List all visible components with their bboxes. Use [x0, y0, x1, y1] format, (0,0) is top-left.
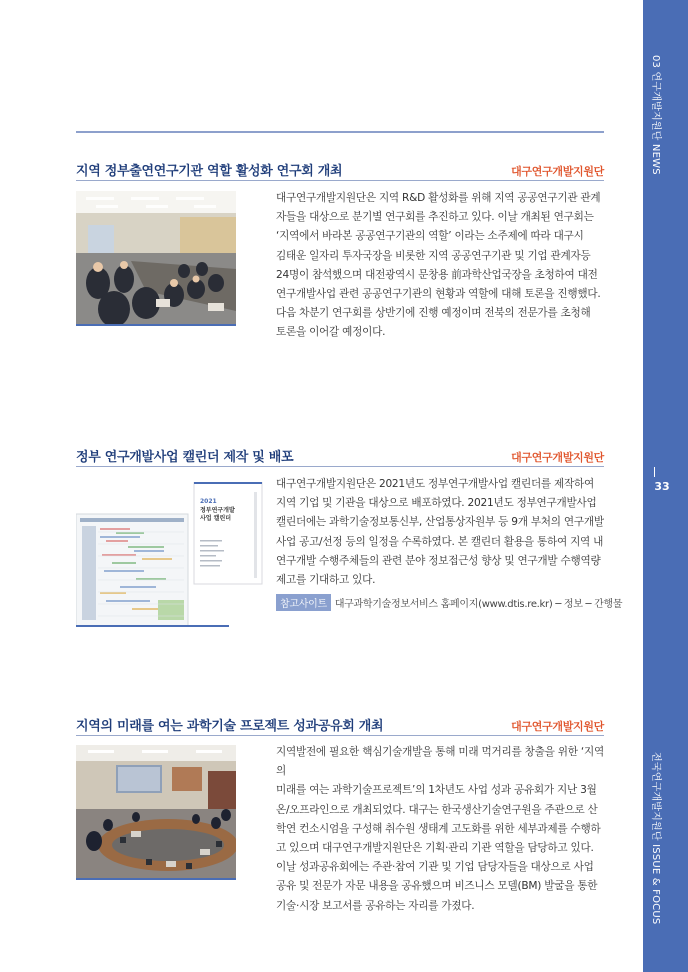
sidebar-top-label: 03 연구개발지원단 NEWS: [650, 55, 661, 175]
calendar-image: [76, 482, 266, 627]
article-2-title: 정부 연구개발사업 캘린더 제작 및 배포: [76, 450, 294, 465]
article-1-title: 지역 정부출연연구기관 역할 활성화 연구회 개최: [76, 164, 343, 179]
article-3-photo: [76, 745, 236, 878]
top-rule: [76, 131, 604, 133]
article-1-rule: [76, 180, 604, 181]
article-3-photo-underline: [76, 878, 236, 880]
article-3-title: 지역의 미래를 여는 과학기술 프로젝트 성과공유회 개최: [76, 719, 384, 734]
article-1-body: 대구연구개발지원단은 지역 R&D 활성화를 위해 지역 공공연구기관 관계 자들을 대상으로 분기별 연구회를 추진하고 있다. 이날 개최된 연구회는 ‘지역에서 바라본 공공연구기관의 역할’ 이라는 소주제에 따라 대구시 김태운 일자리 투자국장을 비롯한 지역 공공연구기관 및 기업 관계자등 24명이 참석했으며 대전광역시 문창용 前과학산업국장을 초청하여 대전 연구개발사업 관련 공공연구기관의 현황과 역할에 대해 토론을 진행했다. 다음 차분기 연구회를 상반기에 진행 예정이며 전북의 전문가를 초청해 토론을 이어갈 예정이다.: [276, 192, 601, 339]
article-2-source: 대구연구개발지원단: [511, 451, 604, 464]
article-2-rule: [76, 466, 604, 467]
reference-line: [276, 594, 622, 611]
reference-text: 대구과학기술정보서비스 홈페이지(www.dtis.re.kr) ─ 정보 ─ 간행물: [334, 599, 623, 610]
article-1-photo-underline: [76, 324, 236, 326]
page-number: 33: [654, 480, 670, 493]
article-3-body: 지역발전에 필요한 핵심기술개발을 통해 미래 먹거리를 창출을 위한 ‘지역의 미래를 여는 과학기술프로젝트’의 1차년도 사업 성과 공유회가 지난 3월 온/오프라인으로 개최되었다. 대구는 한국생산기술연구원을 주관으로 산 학연 컨소시엄을 구성해 취수원 생태계 고도화를 위한 세부과제를 수행하 고 있으며 대구연구개발지원단은 기획·관리 기관 역할을 담당하고 있다. 이날 성과공유회에는 주관·참여 기관 및 기업 담당자들을 대상으로 사업 공유 및 전문가 자문 내용을 공유했으며 비즈니스 모델(BM) 발굴을 통한 기술·시장 보고서를 공유하는 자리를 가졌다.: [276, 746, 604, 912]
article-3-rule: [76, 735, 604, 736]
article-2-image-underline: [76, 625, 229, 627]
sidebar-bottom-label: 전국연구개발지원단 ISSUE & FOCUS: [650, 752, 661, 925]
article-1-source: 대구연구개발지원단: [511, 165, 604, 178]
reference-badge: 참고사이트: [276, 594, 331, 611]
page-number-rule: [654, 467, 655, 477]
calendar-cover-title: 정부연구개발 사업 캘린더: [200, 507, 235, 522]
article-2-body: 대구연구개발지원단은 2021년도 정부연구개발사업 캘린더를 제작하여 지역 기업 및 기관을 대상으로 배포하였다. 2021년도 정부연구개발사업 캘린더에는 과학기술정보통신부, 산업통상자원부 등 9개 부처의 연구개발 사업 공고/선정 등의 일정을 수록하였다. 본 캘린더 활용을 통하여 지역 내 연구개발 수행주체들의 관련 분야 정보접근성 향상 및 연구개발 수행역량 제고를 기대하고 있다.: [276, 478, 604, 587]
article-1-photo: [76, 191, 236, 324]
article-3-source: 대구연구개발지원단: [511, 720, 604, 733]
calendar-year: 2021: [200, 498, 217, 505]
